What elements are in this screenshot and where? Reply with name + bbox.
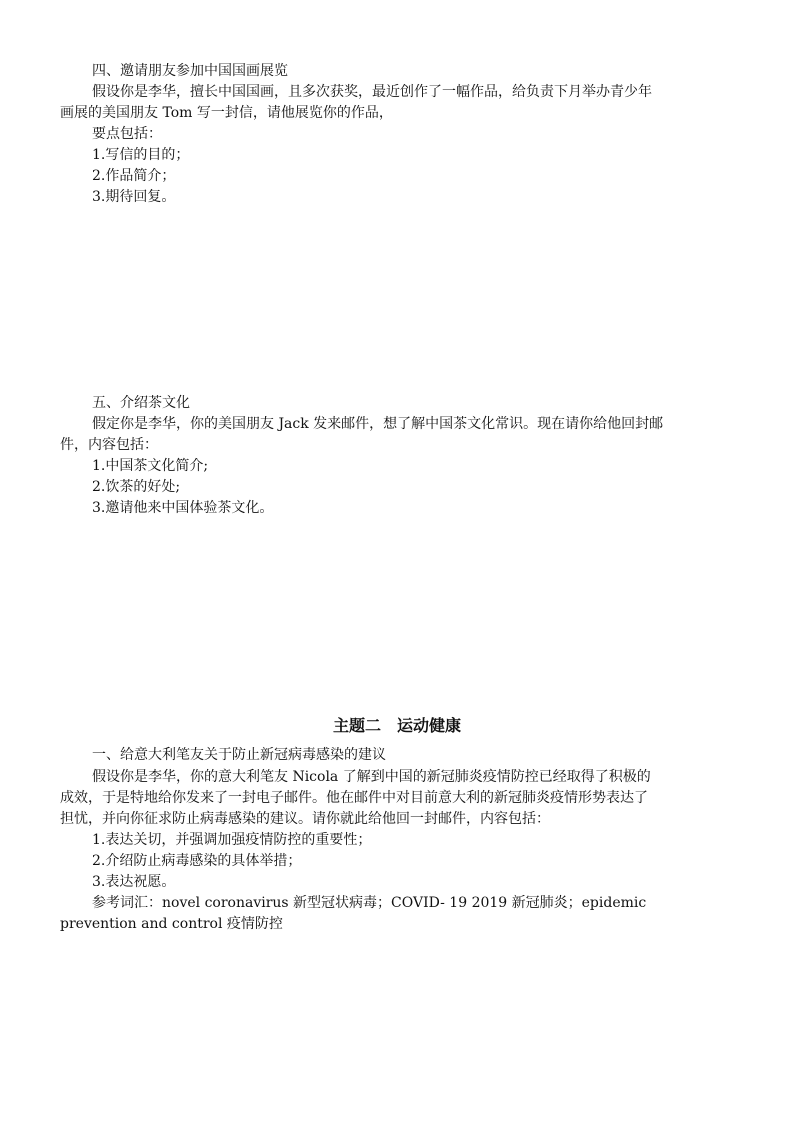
section-5-body-line: 件，内容包括：	[60, 437, 158, 453]
section-t2-1-vocab-line: prevention and control 疫情防控	[60, 916, 283, 932]
section-5-point: 1.中国茶文化简介;	[92, 458, 209, 474]
section-4-point: 2.作品简介；	[92, 168, 176, 184]
section-t2-1-vocab-line: 参考词汇：novel coronavirus 新型冠状病毒；COVID- 19 2019 新冠肺炎；epidemic	[92, 895, 647, 911]
section-4-body-line: 画展的美国朋友 Tom 写一封信，请他展览你的作品，	[60, 105, 393, 121]
section-4-body-line: 假设你是李华，擅长中国国画，且多次获奖，最近创作了一幅作品，给负责下月举办青少年	[92, 84, 652, 100]
section-t2-1-point: 3.表达祝愿。	[92, 874, 176, 890]
section-4-point: 1.写信的目的；	[92, 147, 190, 163]
section-5-body-line: 假定你是李华，你的美国朋友 Jack 发来邮件，想了解中国茶文化常识。现在请你给他回封邮	[92, 416, 664, 432]
section-4-points-label: 要点包括：	[92, 126, 162, 142]
section-t2-1-point: 2.介绍防止病毒感染的具体举措；	[92, 853, 302, 869]
section-5-heading: 五、介绍茶文化	[92, 395, 190, 411]
section-4-heading: 四、邀请朋友参加中国国画展览	[92, 63, 288, 79]
section-5-point: 3.邀请他来中国体验茶文化。	[92, 500, 274, 516]
section-t2-1-body-line: 成效，于是特地给你发来了一封电子邮件。他在邮件中对目前意大利的新冠肺炎疫情形势表达了	[60, 790, 648, 806]
section-5-point: 2.饮茶的好处;	[92, 479, 181, 495]
section-t2-1-body-line: 担忧，并向你征求防止病毒感染的建议。请你就此给他回一封邮件，内容包括：	[60, 811, 550, 827]
section-t2-1-heading: 一、给意大利笔友关于防止新冠病毒感染的建议	[92, 747, 386, 763]
section-4-point: 3.期待回复。	[92, 189, 176, 205]
section-t2-1-body-line: 假设你是李华，你的意大利笔友 Nicola 了解到中国的新冠肺炎疫情防控已经取得了积极的	[92, 769, 651, 785]
theme-title: 主题二 运动健康	[332, 716, 461, 735]
section-t2-1-point: 1.表达关切，并强调加强疫情防控的重要性；	[92, 832, 372, 848]
